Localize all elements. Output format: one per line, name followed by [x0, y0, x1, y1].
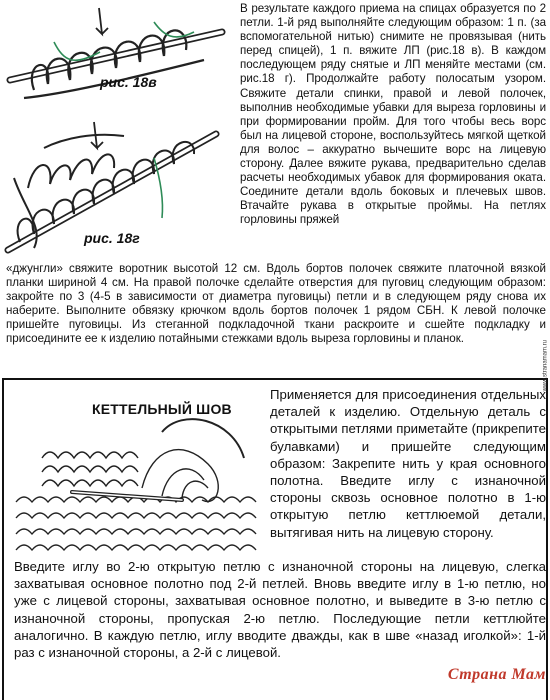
figure-18g — [4, 118, 234, 258]
instructions-right-column: В результате каждого приема на спицах образуется по 2 петли. 1-й ряд выполняйте следующим образом: 1 п. (за вспомогательной нитью) снимите не провязывая (нить перед спицей), 1 п. вяжите ЛП (рис.18 в). В каждом последующем ряду снятые и ЛП меняйте местами (см. рис.18 г). Продолжайте работу полосатым узором. Свяжите детали спинки, правой и левой полочек, выполнив необходимые убавки для выреза горловины и при формировании пройм. Для того чтобы весь ворс был на лицевой стороне, воспользуйтесь мягкой щеткой для волос – аккуратно вычешите ворс на лицевую сторону. Далее вяжите рукава, предварительно сделав расчеты необходимых убавок для формирования оката. Соедините детали вдоль боковых и плечевых швов. Втачайте рукава в открытые проймы. На петлях горловины пряжей — [240, 2, 546, 227]
instructions-full-width-text: «джунгли» свяжите воротник высотой 12 см. Вдоль бортов полочек свяжите платочной вязкой планки шириной 4 см. На правой полочке сделайте отверстия для пуговиц следующим образом: закройте по 3 (4-5 в зависимости от диаметра пуговицы) петли и в следующем ряду снова их наберите. Выполните обвязку крючком вдоль бортов полочек 1 рядом СБН. К левой полочке пришейте пуговицы. Из стеганной подкладочной ткани раскроите и сшейте подкладку и присоедините ее к изделию потайными стежками вдоль выреза горловины и планок. — [6, 262, 546, 346]
site-logo-text: Страна Мам — [447, 666, 546, 683]
knitting-diagram-18v — [4, 2, 234, 110]
kettel-description-right: Применяется для присоединения отдельных деталей к изделию. Отдельную деталь с открытыми петлями приметайте (прикрепите булавками) и пришейте следующим образом: Закрепите нить у края основного полотна. Введите иглу с изнаночной стороны сквозь основное полотно в 1-ю открытую петлю кеттлюемой детали, вытягивая нить на лицевую сторону. — [270, 387, 546, 540]
figure-18g-caption: рис. 18г — [84, 230, 140, 246]
site-logo — [448, 666, 546, 696]
kettel-description-bottom: Введите иглу во 2-ю открытую петлю с изнаночной стороны на лицевую, слегка захватывая основное полотно под 2-й петлей. Вновь введите иглу в 1-ю петлю, но уже с лицевой стороны, захватывая основное полотно, и выведите в 3-ю петлю с изнаночной стороны, пропуская 2-ю петлю. Последующие петли кеттлюйте аналогично. В каждую петлю, иглу вводите дважды, как в шве «назад иголкой»: 1-й раз с изнаночной стороны, а 2-й с лицевой. — [14, 559, 546, 661]
kettel-stitch-title: КЕТТЕЛЬНЫЙ ШОВ — [92, 401, 232, 417]
figure-18v-caption: рис. 18в — [100, 74, 157, 90]
instructions-full-width — [6, 262, 546, 347]
site-watermark: www.stranamam.ru — [542, 340, 548, 392]
kettel-stitch-section — [2, 378, 548, 700]
figure-18v — [4, 2, 234, 110]
